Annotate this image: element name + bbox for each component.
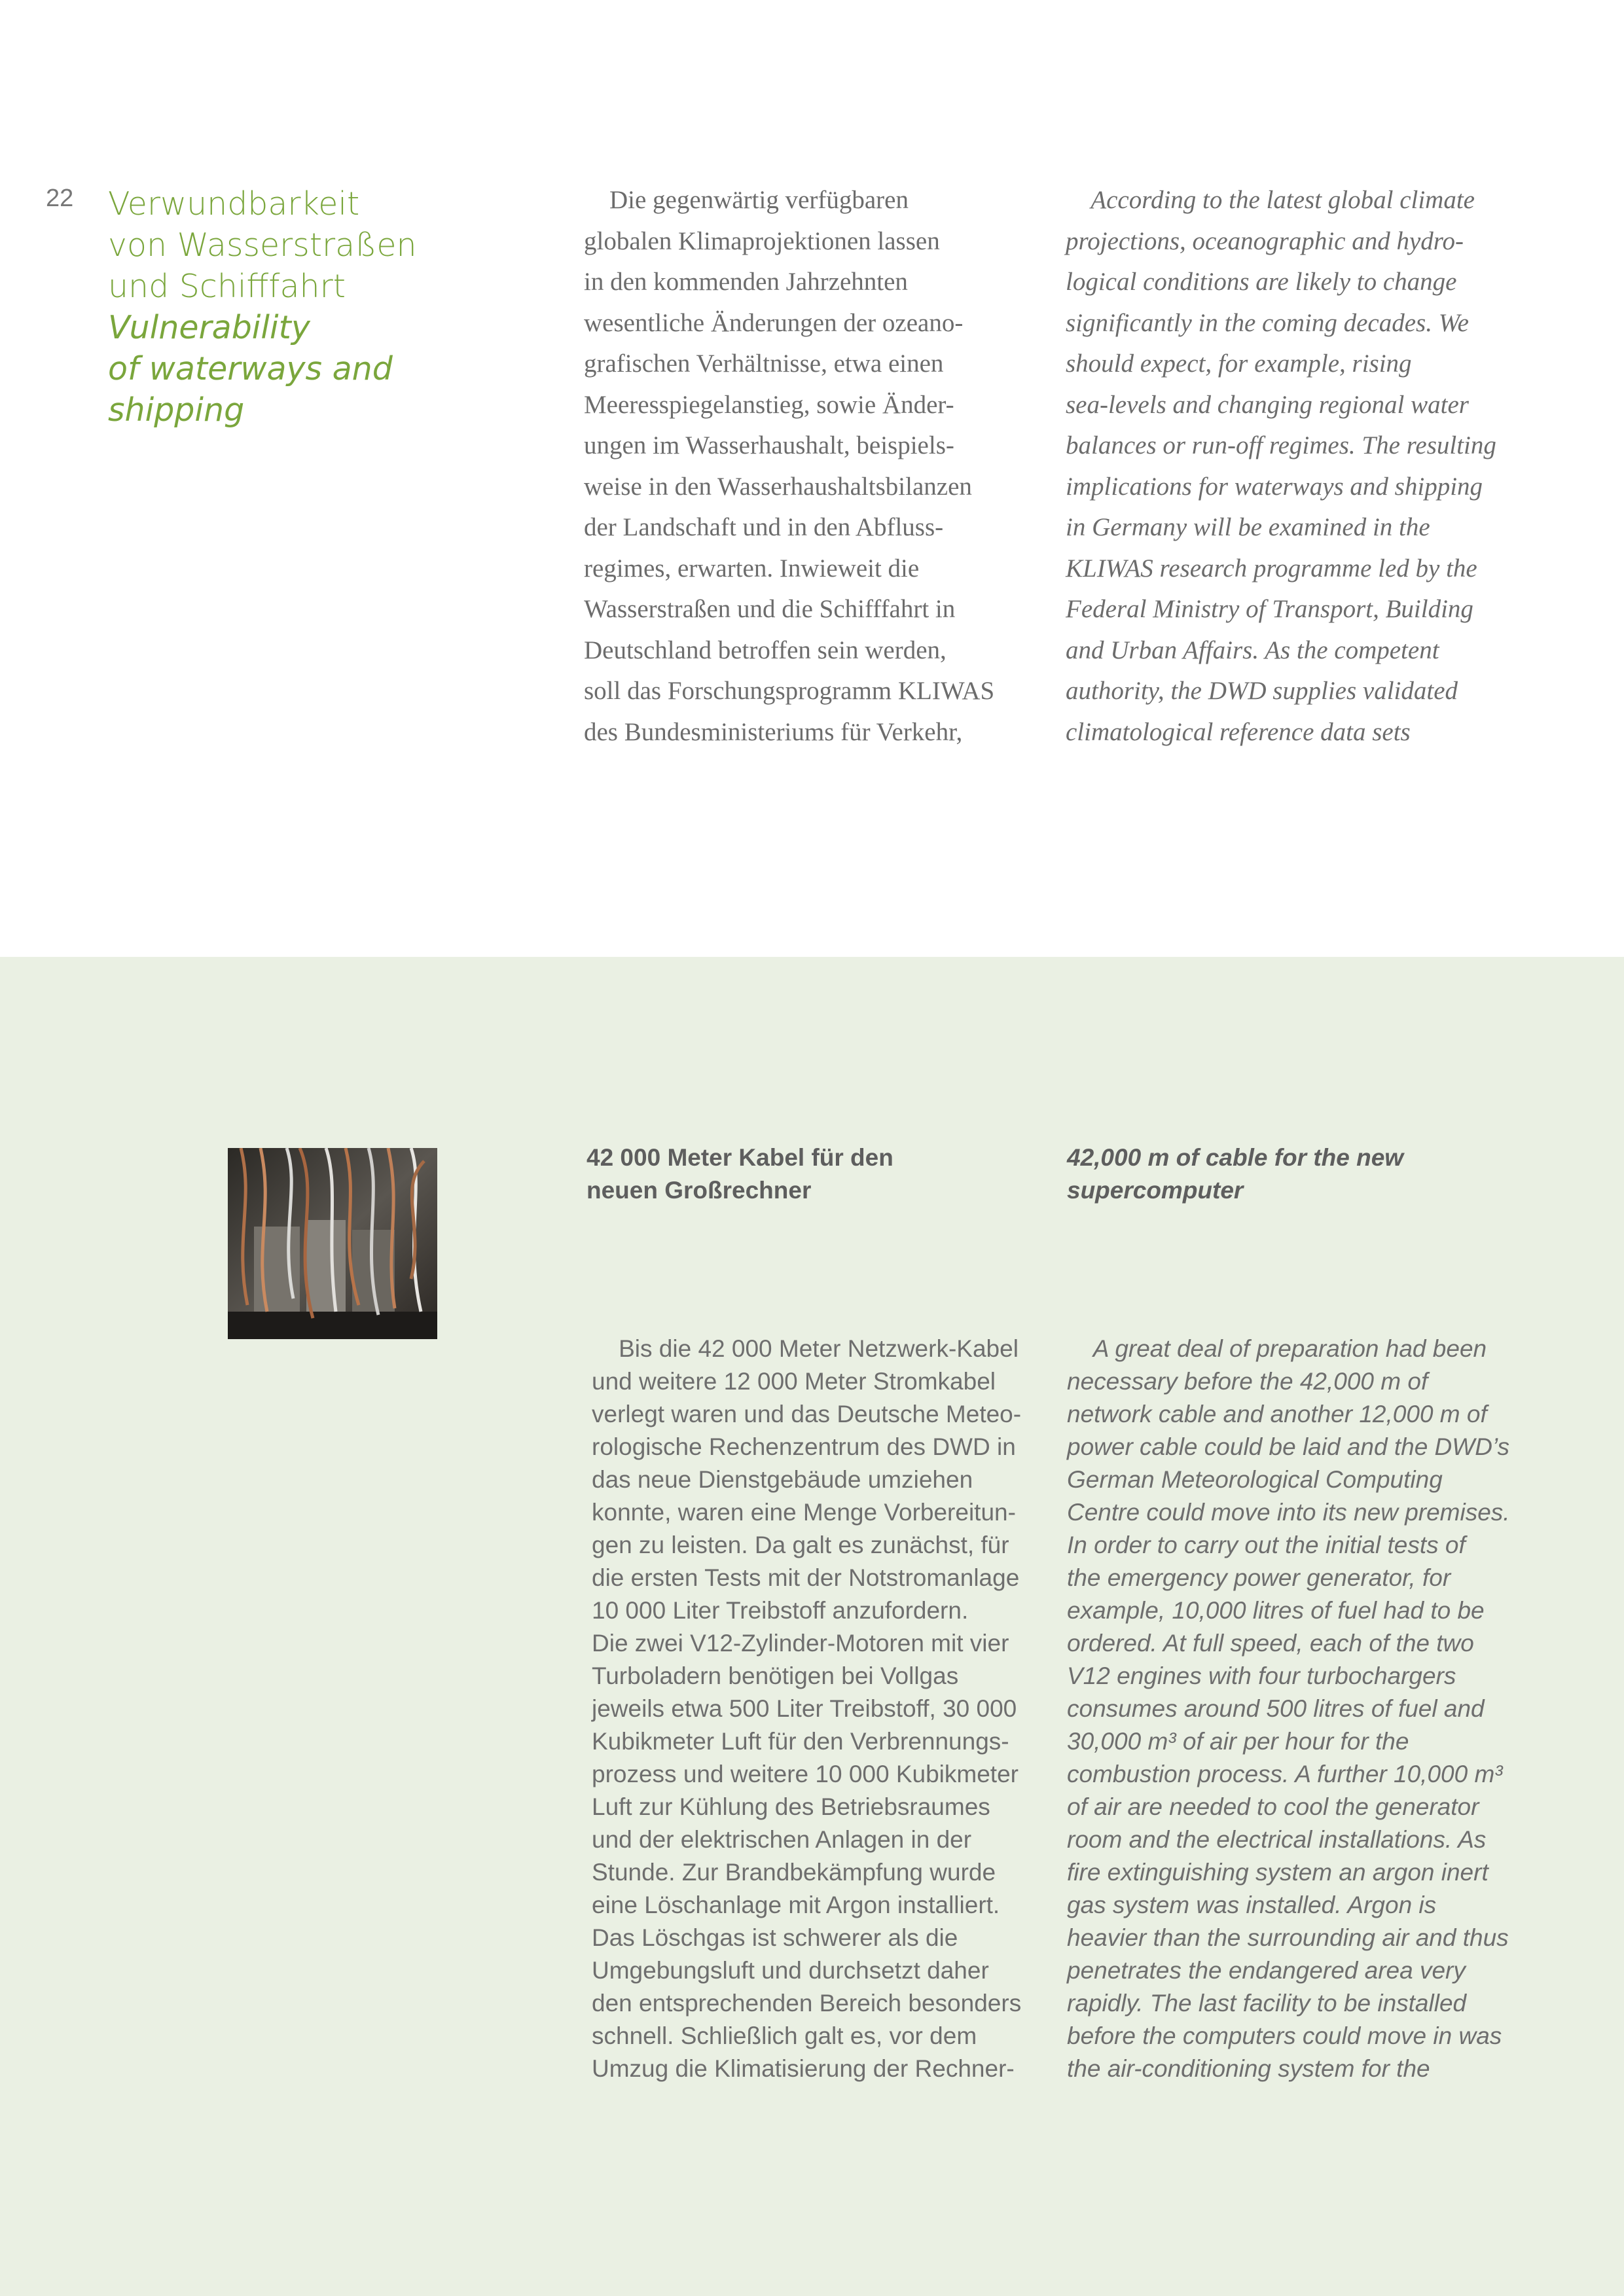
text-line: necessary before the 42,000 m of <box>1067 1368 1428 1395</box>
text-line: rapidly. The last facility to be installed <box>1067 1990 1467 2017</box>
text-line: schnell. Schließlich galt es, vor dem <box>592 2022 977 2049</box>
text-line: Kubikmeter Luft für den Verbrennungs- <box>592 1728 1009 1755</box>
subheading-line: 42,000 m of cable for the new <box>1067 1144 1404 1171</box>
cable-photo <box>228 1148 437 1339</box>
text-line: Umzug die Klimatisierung der Rechner- <box>592 2055 1015 2082</box>
text-line: ungen im Wasserhaushalt, beispiels- <box>584 431 954 459</box>
heading-en-line: of waterways and <box>108 350 393 387</box>
text-line: room and the electrical installations. As <box>1067 1826 1487 1853</box>
text-line: should expect, for example, rising <box>1066 350 1412 378</box>
text-line: und weitere 12 000 Meter Stromkabel <box>592 1368 996 1395</box>
text-line: and Urban Affairs. As the competent <box>1066 636 1439 664</box>
text-line: power cable could be laid and the DWD’s <box>1067 1433 1509 1460</box>
text-line: projections, oceanographic and hydro- <box>1066 226 1464 255</box>
text-line: des Bundesministeriums für Verkehr, <box>584 717 963 746</box>
text-line: heavier than the surrounding air and thus <box>1067 1924 1509 1951</box>
text-line: KLIWAS research programme led by the <box>1066 554 1477 583</box>
text-line: climatological reference data sets <box>1066 717 1411 746</box>
text-line: 30,000 m³ of air per hour for the <box>1067 1728 1409 1755</box>
text-line: combustion process. A further 10,000 m³ <box>1067 1761 1503 1787</box>
text-line: authority, the DWD supplies validated <box>1066 677 1458 705</box>
text-line: jeweils etwa 500 Liter Treibstoff, 30 000 <box>592 1695 1017 1722</box>
text-line: grafischen Verhältnisse, etwa einen <box>584 350 944 378</box>
text-line: In order to carry out the initial tests of <box>1067 1532 1466 1558</box>
text-line: According to the latest global climate <box>1066 186 1475 214</box>
text-line: weise in den Wasserhaushaltsbilanzen <box>584 472 972 501</box>
text-line: implications for waterways and shipping <box>1066 472 1483 501</box>
text-line: V12 engines with four turbochargers <box>1067 1662 1456 1689</box>
info-box-subheading-german <box>586 1141 893 1207</box>
text-line: Das Löschgas ist schwerer als die <box>592 1924 958 1951</box>
subheading-line: neuen Großrechner <box>586 1177 812 1204</box>
text-line: soll das Forschungsprogramm KLIWAS <box>584 677 995 705</box>
info-box-body-english <box>1067 1333 1538 2085</box>
heading-de-line: und Schifffahrt <box>108 268 346 305</box>
heading-de-line: Verwundbarkeit <box>108 185 360 223</box>
text-line: the emergency power generator, for <box>1067 1564 1451 1591</box>
subheading-line: supercomputer <box>1067 1177 1244 1204</box>
text-line: sea-levels and changing regional water <box>1066 390 1469 419</box>
text-line: den entsprechenden Bereich besonders <box>592 1990 1022 2017</box>
text-line: German Meteorological Computing <box>1067 1466 1443 1493</box>
intro-text-english <box>1066 180 1537 753</box>
text-line: example, 10,000 litres of fuel had to be <box>1067 1597 1485 1624</box>
text-line: globalen Klimaprojektionen lassen <box>584 226 940 255</box>
text-line: gen zu leisten. Da galt es zunächst, für <box>592 1532 1009 1558</box>
text-line: Deutschland betroffen sein werden, <box>584 636 947 664</box>
text-line: Die zwei V12-Zylinder-Motoren mit vier <box>592 1630 1009 1657</box>
text-line: logical conditions are likely to change <box>1066 268 1457 296</box>
text-line: Stunde. Zur Brandbekämpfung wurde <box>592 1859 996 1886</box>
text-line: Federal Ministry of Transport, Building <box>1066 595 1473 623</box>
text-line: und der elektrischen Anlagen in der <box>592 1826 972 1853</box>
text-line: penetrates the endangered area very <box>1067 1957 1466 1984</box>
heading-en-line: Vulnerability <box>108 309 310 346</box>
text-line: A great deal of preparation had been <box>1067 1335 1487 1362</box>
text-line: Turboladern benötigen bei Vollgas <box>592 1662 959 1689</box>
info-box-subheading-english <box>1067 1141 1403 1207</box>
text-line: significantly in the coming decades. We <box>1066 308 1469 337</box>
text-line: network cable and another 12,000 m of <box>1067 1401 1487 1427</box>
text-line: eine Löschanlage mit Argon installiert. <box>592 1892 1000 1918</box>
text-line: regimes, erwarten. Inwieweit die <box>584 554 920 583</box>
text-line: prozess und weitere 10 000 Kubikmeter <box>592 1761 1019 1787</box>
intro-text-german <box>584 180 1042 753</box>
text-line: der Landschaft und in den Abfluss- <box>584 513 944 541</box>
text-line: die ersten Tests mit der Notstromanlage <box>592 1564 1020 1591</box>
text-line: Wasserstraßen und die Schifffahrt in <box>584 595 956 623</box>
text-line: verlegt waren und das Deutsche Meteo- <box>592 1401 1022 1427</box>
info-box-body-german <box>592 1333 1050 2085</box>
text-line: wesentliche Änderungen der ozeano- <box>584 308 964 337</box>
text-line: Meeresspiegelanstieg, sowie Änder- <box>584 390 954 419</box>
text-line: gas system was installed. Argon is <box>1067 1892 1437 1918</box>
text-line: rologische Rechenzentrum des DWD in <box>592 1433 1016 1460</box>
heading-en-line: shipping <box>108 391 245 429</box>
text-line: the air-conditioning system for the <box>1067 2055 1430 2082</box>
text-line: consumes around 500 litres of fuel and <box>1067 1695 1485 1722</box>
subheading-line: 42 000 Meter Kabel für den <box>586 1144 893 1171</box>
text-line: ordered. At full speed, each of the two <box>1067 1630 1474 1657</box>
text-line: Umgebungsluft und durchsetzt daher <box>592 1957 989 1984</box>
text-line: konnte, waren eine Menge Vorbereitun- <box>592 1499 1016 1526</box>
page-number: 22 <box>46 185 74 212</box>
text-line: in Germany will be examined in the <box>1066 513 1430 541</box>
heading-de-line: von Wasserstraßen <box>108 226 417 264</box>
text-line: of air are needed to cool the generator <box>1067 1793 1479 1820</box>
text-line: balances or run-off regimes. The resulting <box>1066 431 1496 459</box>
text-line: Centre could move into its new premises. <box>1067 1499 1510 1526</box>
text-line: before the computers could move in was <box>1067 2022 1502 2049</box>
server-cables-image <box>228 1148 437 1339</box>
text-line: das neue Dienstgebäude umziehen <box>592 1466 973 1493</box>
text-line: Bis die 42 000 Meter Netzwerk-Kabel <box>592 1335 1019 1362</box>
section-heading <box>108 183 475 431</box>
text-line: Die gegenwärtig verfügbaren <box>584 186 909 214</box>
text-line: Luft zur Kühlung des Betriebsraumes <box>592 1793 990 1820</box>
text-line: 10 000 Liter Treibstoff anzufordern. <box>592 1597 969 1624</box>
text-line: fire extinguishing system an argon inert <box>1067 1859 1489 1886</box>
text-line: in den kommenden Jahrzehnten <box>584 268 908 296</box>
